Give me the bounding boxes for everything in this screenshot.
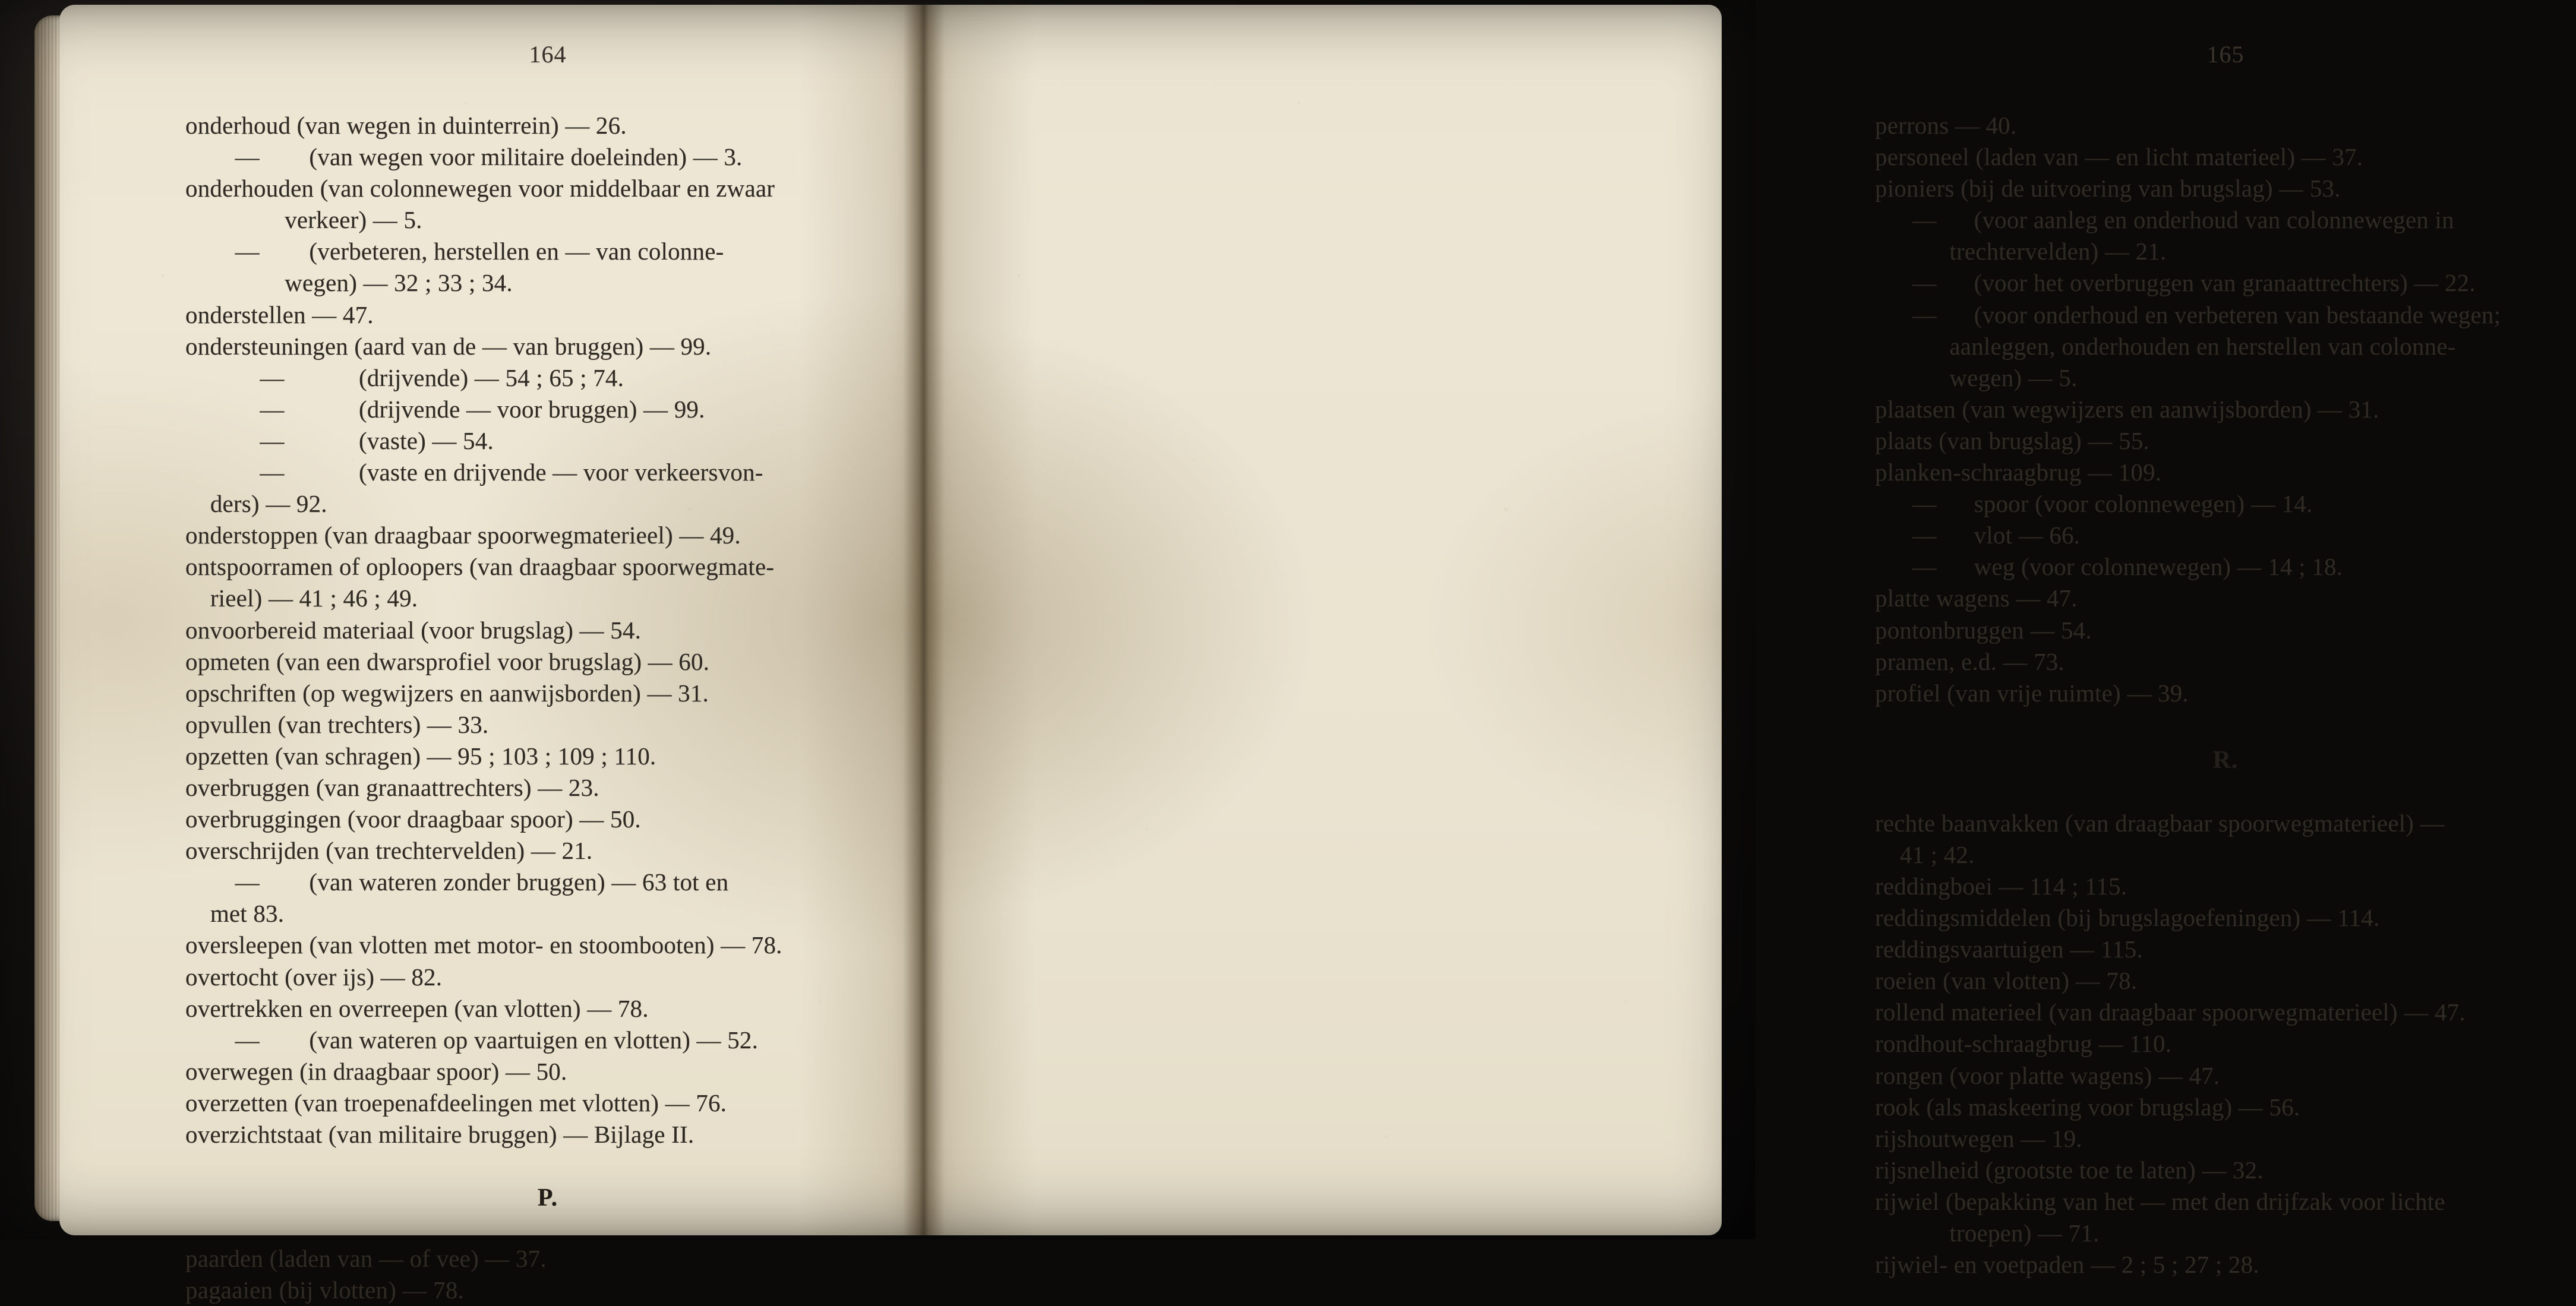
paper-grain-right — [923, 5, 1722, 1235]
entry-line: wegen) — 5. — [1875, 363, 2078, 391]
left-page-content — [185, 40, 910, 1306]
index-entry: rook (als maskeering voor brugslag) — 56. — [1875, 1093, 2300, 1121]
open-book — [34, 5, 2501, 1304]
index-entries-right-after-heading — [1875, 808, 2576, 1280]
index-entry: reddingsvaartuigen — 115. — [1875, 935, 2143, 963]
index-entry: pontonbruggen — 54. — [1875, 616, 2092, 644]
index-entry — [185, 551, 910, 614]
index-entry: onderstoppen (van draagbaar spoorwegmaterieel) — 49. — [185, 521, 741, 549]
index-entry: onvoorbereid materiaal (voor brugslag) — 54. — [185, 616, 642, 644]
index-subentry — [185, 867, 910, 929]
index-entry: rongen (voor platte wagens) — 47. — [1875, 1061, 2220, 1089]
entry-line: ders) — 92. — [185, 490, 327, 518]
index-entry: plaats (van brugslag) — 55. — [1875, 426, 2149, 454]
index-entry: opzetten (van schragen) — 95 ; 103 ; 109 ; 110. — [185, 742, 656, 770]
entry-line: — (vaste en drijvende — voor verkeersvon- — [185, 458, 763, 486]
entry-line: — (voor aanleg en onderhoud van colonnewegen in — [1875, 206, 2454, 234]
index-subentry — [185, 457, 910, 520]
index-entry: onderstellen — 47. — [185, 301, 374, 328]
letter-heading-p: P. — [537, 1184, 558, 1212]
index-subentry — [1875, 204, 2576, 267]
left-page — [59, 5, 923, 1304]
index-entry: overzichtstaat (van militaire bruggen) — Bijlage II. — [185, 1121, 694, 1148]
index-entry: pioniers (bij de uitvoering van brugslag) — 53. — [1875, 175, 2341, 203]
index-subentry — [185, 236, 910, 299]
index-entry: rollend materieel (van draagbaar spoorwegmaterieel) — 47. — [1875, 998, 2465, 1026]
index-entry: reddingboei — 114 ; 115. — [1875, 872, 2127, 900]
index-entry: overtocht (over ijs) — 82. — [185, 963, 443, 991]
index-subentry: — (van wegen voor militaire doeleinden) — 3. — [185, 143, 743, 171]
index-entry: overschrijden (van trechtervelden) — 21. — [185, 837, 593, 865]
index-entry: overbruggingen (voor draagbaar spoor) — 50. — [185, 805, 641, 833]
index-entry: rijshoutwegen — 19. — [1875, 1124, 2082, 1152]
index-entry: overbruggen (van granaattrechters) — 23. — [185, 773, 599, 801]
index-entries-left — [185, 110, 910, 1150]
index-subentry: — (drijvende — voor bruggen) — 99. — [185, 395, 705, 423]
index-entry: roeien (van vlotten) — 78. — [1875, 967, 2138, 995]
entry-line: wegen) — 32 ; 33 ; 34. — [185, 269, 513, 297]
entry-line: rechte baanvakken (van draagbaar spoorwegmaterieel) — — [1875, 809, 2445, 837]
index-entry: rijwiel- en voetpaden — 2 ; 5 ; 27 ; 28. — [1875, 1251, 2259, 1279]
index-subentry: — (drijvende) — 54 ; 65 ; 74. — [185, 363, 624, 391]
index-entry: paarden (laden van — of vee) — 37. — [185, 1245, 547, 1273]
index-entry: perrons — 40. — [1875, 112, 2017, 139]
index-entry: profiel (van vrije ruimte) — 39. — [1875, 679, 2189, 707]
entry-line: onderhouden (van colonnewegen voor middelbaar en zwaar — [185, 175, 775, 203]
right-page-content — [1875, 40, 2576, 1280]
entry-line: troepen) — 71. — [1875, 1219, 2100, 1247]
letter-heading-r: R. — [2212, 746, 2239, 774]
index-entry: overwegen (in draagbaar spoor) — 50. — [185, 1057, 567, 1085]
index-entries-right — [1875, 110, 2576, 709]
entry-line: aanleggen, onderhouden en herstellen van colonne- — [1875, 332, 2456, 360]
entry-line: — (voor onderhoud en verbeteren van bestaande wegen; — [1875, 301, 2501, 328]
index-entry: rijsnelheid (grootste toe te laten) — 32. — [1875, 1156, 2264, 1184]
index-subentry: — vlot — 66. — [1875, 521, 2081, 549]
entry-line: ontspoorramen of oploopers (van draagbaar spoorwegmate- — [185, 553, 775, 581]
page-number-right: 165 — [2206, 41, 2244, 68]
index-entry: opmeten (van een dwarsprofiel voor brugslag) — 60. — [185, 647, 710, 675]
entry-line: met 83. — [185, 900, 285, 928]
gutter-shading-right — [923, 5, 1036, 1235]
index-entries-left-after-heading — [185, 1243, 910, 1306]
index-subentry: — weg (voor colonnewegen) — 14 ; 18. — [1875, 553, 2343, 581]
entry-line: trechtervelden) — 21. — [1875, 238, 2167, 265]
index-entry: personeel (laden van — en licht materieel) — 37. — [1875, 143, 2363, 171]
index-entry: platte wagens — 47. — [1875, 584, 2078, 612]
index-subentry: — (vaste) — 54. — [185, 426, 494, 454]
index-entry: rondhout-schraagbrug — 110. — [1875, 1030, 2172, 1058]
index-entry: opschriften (op wegwijzers en aanwijsborden) — 31. — [185, 679, 709, 707]
entry-line: verkeer) — 5. — [185, 206, 422, 234]
page-number-left: 164 — [529, 41, 567, 68]
index-entry: oversleepen (van vlotten met motor- en stoombooten) — 78. — [185, 931, 782, 959]
index-entry: overzetten (van troepenafdeelingen met vlotten) — 76. — [185, 1089, 727, 1117]
entry-line: 41 ; 42. — [1875, 840, 1975, 868]
index-entry: opvullen (van trechters) — 33. — [185, 710, 489, 738]
index-entry: onderhoud (van wegen in duinterrein) — 26. — [185, 112, 627, 139]
entry-line: rijwiel (bepakking van het — met den drijfzak voor lichte — [1875, 1187, 2445, 1215]
index-entry — [1875, 808, 2576, 871]
index-subentry — [1875, 299, 2576, 394]
right-page — [923, 5, 2501, 1279]
index-subentry: — spoor (voor colonnewegen) — 14. — [1875, 490, 2313, 518]
index-entry: pagaaien (bij vlotten) — 78. — [185, 1276, 464, 1304]
index-subentry: — (van wateren op vaartuigen en vlotten) — 52. — [185, 1026, 759, 1054]
entry-line: — (verbeteren, herstellen en — van colonne- — [185, 238, 724, 265]
index-entry — [185, 173, 910, 236]
index-entry — [1875, 1186, 2576, 1249]
index-entry: pramen, e.d. — 73. — [1875, 647, 2064, 675]
entry-line: rieel) — 41 ; 46 ; 49. — [185, 584, 418, 612]
index-entry: planken-schraagbrug — 109. — [1875, 458, 2162, 486]
index-entry: overtrekken en overreepen (van vlotten) — 78. — [185, 994, 649, 1022]
index-entry: ondersteuningen (aard van de — van bruggen) — 99. — [185, 332, 712, 360]
index-entry: reddingsmiddelen (bij brugslagoefeningen) — 114. — [1875, 904, 2380, 932]
entry-line: — (van wateren zonder bruggen) — 63 tot en — [185, 868, 729, 896]
index-entry: plaatsen (van wegwijzers en aanwijsborden) — 31. — [1875, 395, 2379, 423]
index-subentry: — (voor het overbruggen van granaattrechters) — 22. — [1875, 269, 2476, 297]
